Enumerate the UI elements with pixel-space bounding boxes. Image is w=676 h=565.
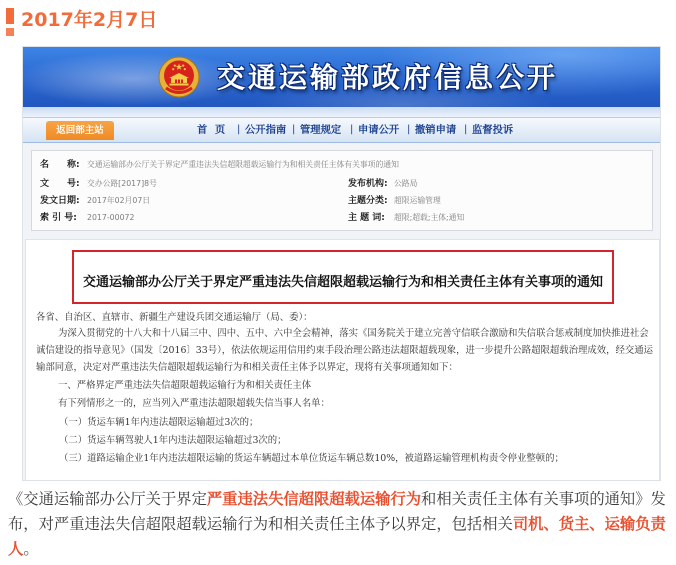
- article-date: 2017年2月7日: [21, 9, 158, 31]
- document-title: 交通运输部办公厅关于界定严重违法失信超限超载运输行为和相关责任主体有关事项的通知: [82, 275, 603, 290]
- nav-apply-disclosure[interactable]: 申请公开: [358, 124, 400, 136]
- meta-keywords-value: 超限;超载;主体;通知: [394, 213, 465, 222]
- document-line: 诚信建设的指导意见》（国发〔2016〕33号），依法依规运用信用约束手段治理公路违法超限超载现象，进一步提升公路超限超载治理成效，经交通运: [36, 345, 654, 356]
- meta-issue-date-value: 2017年02月07日: [87, 196, 151, 205]
- meta-category-label: 主题分类:: [348, 196, 388, 206]
- meta-doc-number-value: 交办公路[2017]8号: [87, 179, 157, 188]
- article-caption: [8, 487, 670, 562]
- back-to-main-site-button[interactable]: 返回部主站: [46, 121, 114, 140]
- nav-withdraw-application[interactable]: 撤销申请: [415, 124, 457, 136]
- nav-separator: |: [237, 124, 241, 135]
- nav-separator: |: [407, 124, 411, 135]
- document-metadata: [31, 150, 653, 231]
- meta-index-number-label: 索 引 号:: [40, 213, 77, 223]
- meta-category-value: 超限运输管理: [394, 196, 441, 205]
- meta-index-number-value: 2017-00072: [87, 213, 135, 222]
- nav-complaints[interactable]: 监督投诉: [472, 124, 514, 136]
- document-line: 输部同意，决定对严重违法失信超限超载运输行为和相关责任主体予以界定，现将有关事项通知如下：: [36, 362, 458, 373]
- caption-line: [8, 512, 670, 537]
- caption-line: [8, 487, 670, 512]
- date-marker-small: [6, 28, 14, 36]
- caption-highlight: 司机、货主、运输负责: [512, 515, 666, 533]
- nav-separator: |: [350, 124, 354, 135]
- national-emblem-icon: [158, 56, 200, 98]
- document-line: 为深入贯彻党的十八大和十八届三中、四中、五中、六中全会精神，落实《国务院关于建立完善守信联合激励和失信联合惩戒制度加快推进社会: [58, 328, 649, 339]
- nav-home[interactable]: 首 页: [197, 124, 226, 136]
- caption-text: 和相关责任主体有关事项的通知》发: [421, 490, 666, 508]
- caption-text: 《交通运输部办公厅关于界定: [8, 490, 207, 508]
- caption-text: 。: [23, 540, 39, 558]
- meta-keywords-label: 主 题 词:: [348, 213, 385, 223]
- meta-doc-number-label: 文 号:: [40, 179, 80, 189]
- nav-regulations[interactable]: 管理规定: [300, 124, 342, 136]
- document-body: [25, 239, 660, 481]
- document-list-item: （二）货运车辆驾驶人1年内违法超限运输超过3次的；: [59, 435, 287, 446]
- caption-highlight: 严重违法失信超限超载运输行为: [206, 490, 422, 508]
- document-line: 有下列情形之一的，应当列入严重违法超限超载失信当事人名单：: [58, 398, 330, 409]
- nav-disclosure-guide[interactable]: 公开指南: [245, 124, 287, 136]
- caption-highlight: 人: [8, 540, 24, 558]
- banner-divider: [23, 107, 661, 117]
- nav-separator: |: [292, 124, 296, 135]
- gov-site-screenshot: [22, 46, 661, 481]
- document-list-item: （三）道路运输企业1年内违法超限运输的货运车辆超过本单位货运车辆总数10%，被道路运输管理机构责令停业整顿的；: [59, 453, 564, 464]
- meta-name-value: 交通运输部办公厅关于界定严重违法失信超限超载运输行为和相关责任主体有关事项的通知: [87, 160, 399, 169]
- site-banner: [23, 47, 661, 107]
- caption-line: [8, 537, 670, 562]
- date-marker: [6, 8, 14, 24]
- nav-separator: |: [464, 124, 468, 135]
- meta-issue-date-label: 发文日期:: [40, 196, 80, 206]
- site-nav: [23, 117, 661, 143]
- meta-publisher-value: 公路局: [394, 179, 418, 188]
- caption-text: 布，对严重违法失信超限超载运输行为和相关责任主体予以界定，包括相关: [8, 515, 513, 533]
- document-section-heading: 一、严格界定严重违法失信超限超载运输行为和相关责任主体: [58, 380, 312, 391]
- document-line: 各省、自治区、直辖市、新疆生产建设兵团交通运输厅（局、委）：: [36, 312, 313, 323]
- document-title-box: [72, 250, 614, 304]
- document-list-item: （一）货运车辆1年内违法超限运输超过3次的；: [59, 417, 259, 428]
- site-title: 交通运输部政府信息公开: [217, 61, 559, 94]
- meta-name-label: 名 称:: [40, 160, 80, 170]
- meta-publisher-label: 发布机构:: [348, 179, 388, 189]
